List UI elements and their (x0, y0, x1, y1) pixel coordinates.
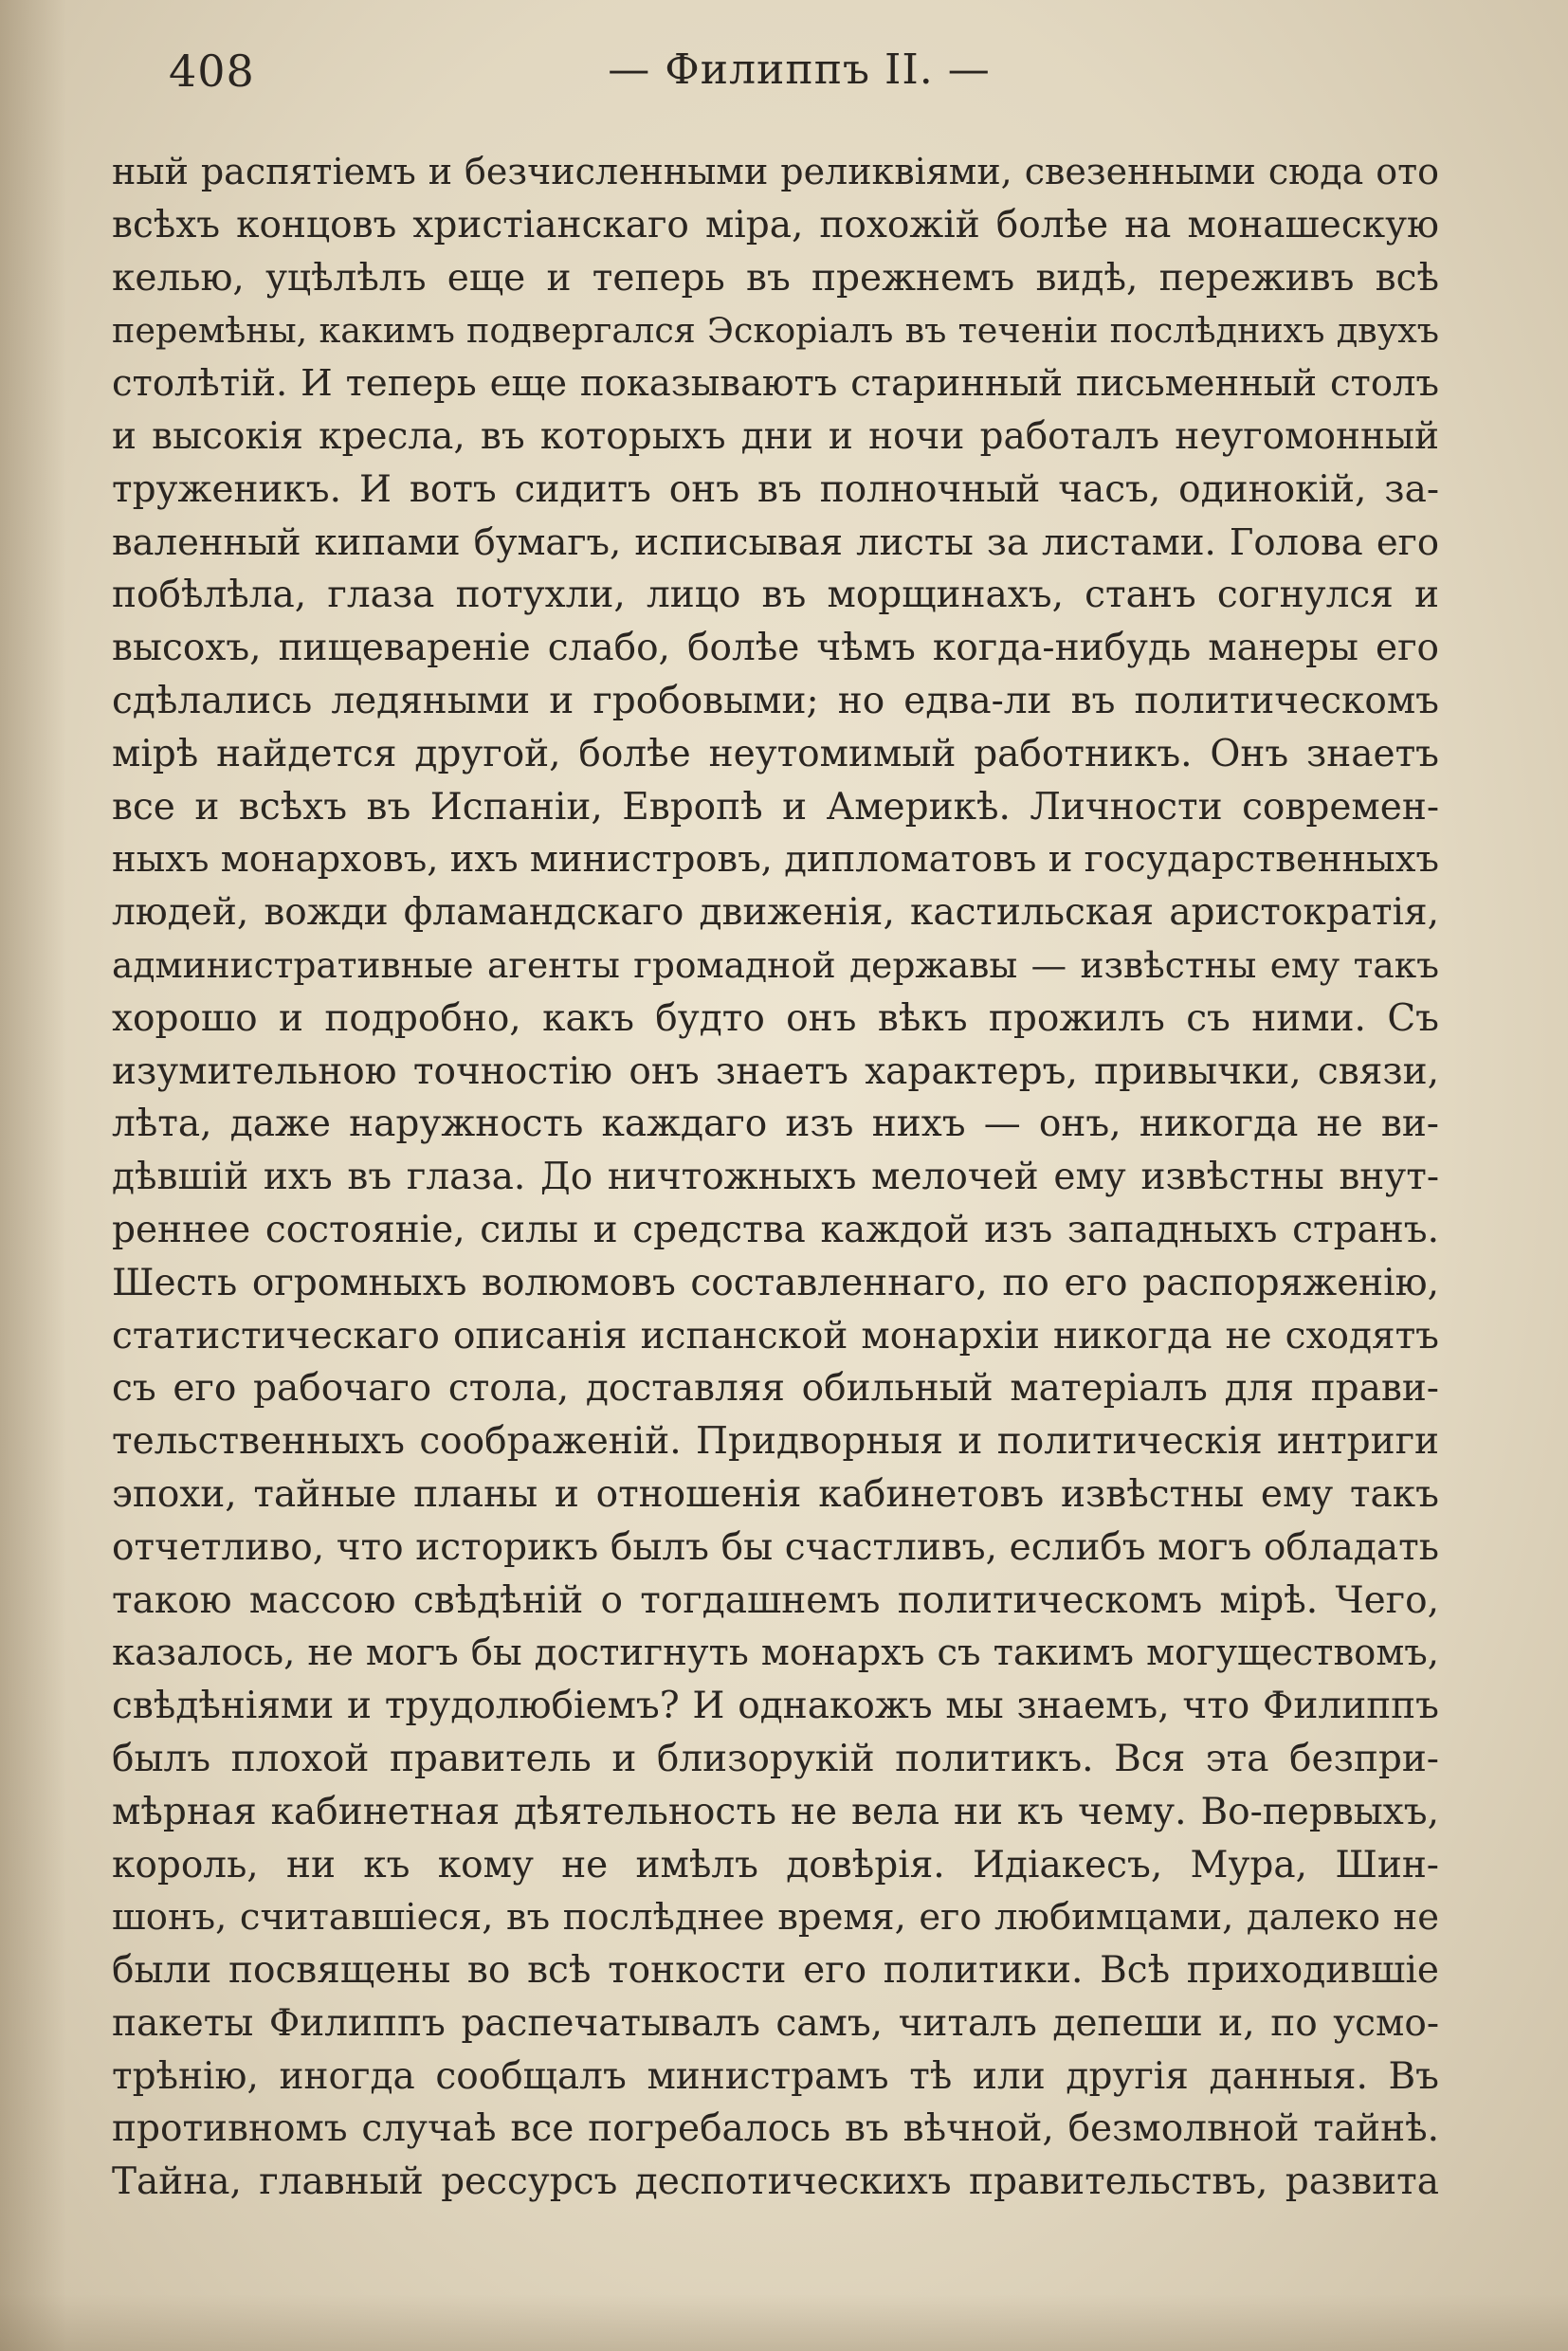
text-line: тельственныхъ соображеній. Придворныя и политическія интриги (112, 1420, 1439, 1464)
text-line: изумительною точностію онъ знаетъ характеръ, привычки, связи, (112, 1049, 1439, 1093)
text-line: статистическаго описанія испанской монархіи никогда не сходятъ (112, 1314, 1439, 1358)
text-line: лѣта, даже наружность каждаго изъ нихъ — онъ, никогда не ви- (112, 1103, 1439, 1146)
text-line: съ его рабочаго стола, доставляя обильный матеріалъ для прави- (112, 1367, 1439, 1411)
text-line: побѣлѣла, глаза потухли, лицо въ морщинахъ, станъ согнулся и (112, 574, 1439, 617)
text-line: такою массою свѣдѣній о тогдашнемъ политическомъ мірѣ. Чего, (112, 1578, 1439, 1622)
text-line: мѣрная кабинетная дѣятельность не вела ни къ чему. Во-первыхъ, (112, 1790, 1439, 1833)
text-line: административные агенты громадной державы — извѣстны ему такъ (112, 943, 1439, 986)
text-line: казалось, не могъ бы достигнуть монархъ съ такимъ могуществомъ, (112, 1631, 1439, 1675)
text-line: пакеты Филиппъ распечатывалъ самъ, читалъ депеши и, по усмо- (112, 2001, 1439, 2045)
text-line: столѣтій. И теперь еще показываютъ старинный письменный столъ (112, 362, 1439, 406)
text-line: всѣхъ концовъ христіанскаго міра, похожій болѣе на монашескую (112, 203, 1439, 246)
text-line: хорошо и подробно, какъ будто онъ вѣкъ прожилъ съ ними. Съ (112, 996, 1439, 1040)
text-line: все и всѣхъ въ Испаніи, Европѣ и Америкѣ. Личности современ- (112, 785, 1439, 829)
text-line: ный распятіемъ и безчисленными реликвіями, свезенными сюда ото (112, 151, 1439, 192)
text-line: отчетливо, что историкъ былъ бы счастливъ, еслибъ могъ обладать (112, 1525, 1439, 1569)
text-line: Тайна, главный рессурсъ деспотическихъ правительствъ, развита (112, 2160, 1439, 2204)
text-line: свѣдѣніями и трудолюбіемъ? И однакожъ мы знаемъ, что Филиппъ (112, 1685, 1439, 1728)
page-bottom-shadow (0, 2294, 1568, 2351)
text-line: былъ плохой правитель и близорукій политикъ. Вся эта безпри- (112, 1737, 1439, 1780)
running-title: — Филиппъ II. — (608, 46, 991, 94)
text-line: противномъ случаѣ все погребалось въ вѣчной, безмолвной тайнѣ. (112, 2107, 1439, 2151)
page-edge-shadow (0, 0, 66, 2351)
text-line: Шесть огромныхъ волюмовъ составленнаго, по его распоряженію, (112, 1261, 1439, 1304)
text-line: эпохи, тайные планы и отношенія кабинетовъ извѣстны ему такъ (112, 1472, 1439, 1516)
text-line: перемѣны, какимъ подвергался Эскоріалъ въ теченіи послѣднихъ двухъ (112, 310, 1439, 352)
text-line: сдѣлались ледяными и гробовыми; но едва-ли въ политическомъ (112, 679, 1439, 722)
text-line: валенный кипами бумагъ, исписывая листы за листами. Голова его (112, 520, 1439, 564)
text-line: король, ни къ кому не имѣлъ довѣрія. Идіакесъ, Мура, Шин- (112, 1843, 1439, 1886)
text-line: людей, вожди фламандскаго движенія, кастильская аристократія, (112, 891, 1439, 935)
text-line: ныхъ монарховъ, ихъ министровъ, дипломатовъ и государственныхъ (112, 838, 1439, 882)
text-line: реннее состояніе, силы и средства каждой изъ западныхъ странъ. (112, 1208, 1439, 1251)
text-line: шонъ, считавшіеся, въ послѣднее время, его любимцами, далеко не (112, 1896, 1439, 1940)
text-line: были посвящены во всѣ тонкости его политики. Всѣ приходившіе (112, 1949, 1439, 1993)
text-line: мірѣ найдется другой, болѣе неутомимый работникъ. Онъ знаетъ (112, 732, 1439, 775)
page-number: 408 (169, 46, 255, 97)
text-line: и высокія кресла, въ которыхъ дни и ночи работалъ неугомонный (112, 414, 1439, 458)
text-line: дѣвшій ихъ въ глаза. До ничтожныхъ мелочей ему извѣстны внут- (112, 1156, 1439, 1199)
text-line: высохъ, пищевареніе слабо, болѣе чѣмъ когда-нибудь манеры его (112, 627, 1439, 670)
body-text (112, 146, 1439, 2209)
page-header (169, 46, 1430, 112)
text-line: келью, уцѣлѣлъ еще и теперь въ прежнемъ видѣ, переживъ всѣ (112, 256, 1439, 300)
text-line: труженикъ. И вотъ сидитъ онъ въ полночный часъ, одинокій, за- (112, 467, 1439, 511)
text-line: трѣнію, иногда сообщалъ министрамъ тѣ или другія данныя. Въ (112, 2054, 1439, 2098)
